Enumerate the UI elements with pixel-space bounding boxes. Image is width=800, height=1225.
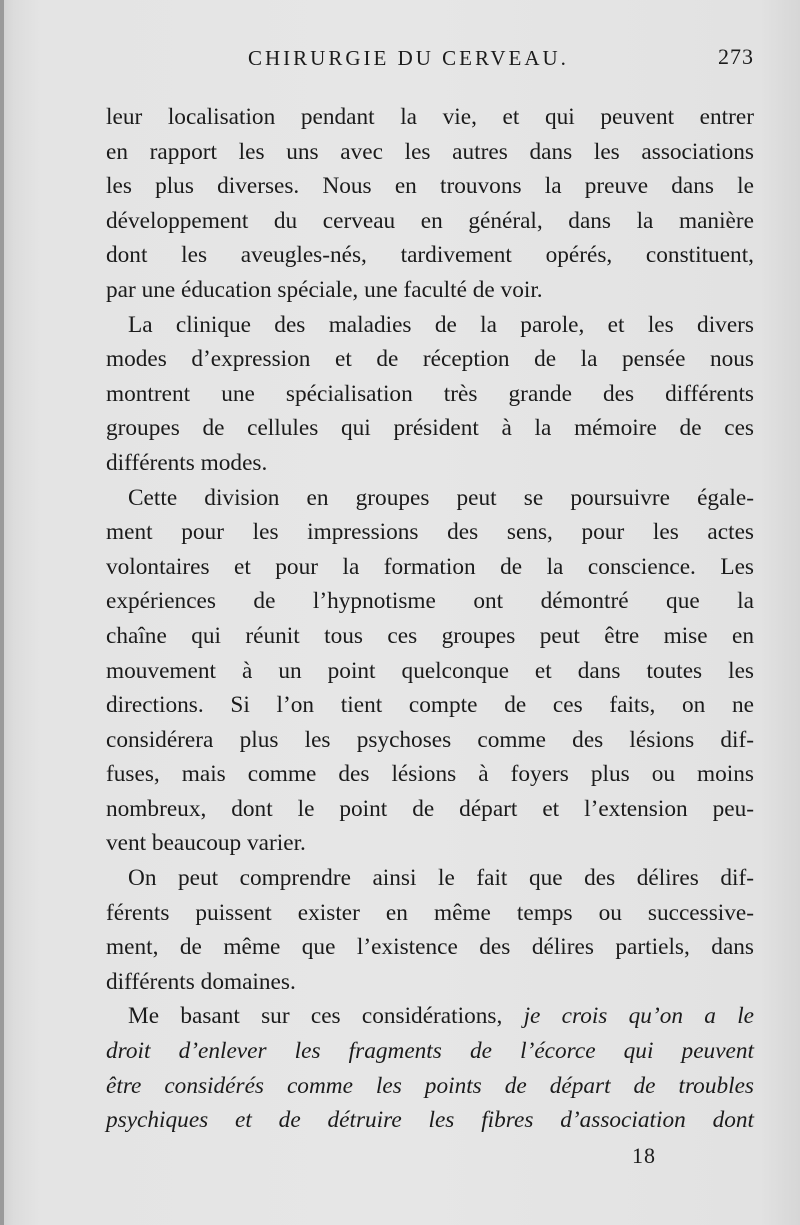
page-header (100, 42, 760, 74)
italic-line: psychiques et de détruire les fibres d’association dont (106, 1107, 754, 1134)
text-line: directions. Si l’on tient compte de ces faits, on ne (106, 692, 754, 719)
signature-mark: 18 (632, 1143, 656, 1168)
text-line: par une éducation spéciale, une faculté de voir. (106, 276, 543, 303)
body-text (106, 100, 754, 1138)
text-line (106, 999, 754, 1034)
text-line: différents domaines. (106, 968, 296, 995)
text-line: ment, de même que l’existence des délires partiels, dans (106, 934, 754, 961)
text-line: considérera plus les psychoses comme des lésions dif- (106, 726, 754, 753)
text-line: les plus diverses. Nous en trouvons la preuve dans le (106, 173, 754, 200)
italic-segment: je crois qu’on a le (523, 1003, 755, 1030)
text-line: La clinique des maladies de la parole, et les divers (128, 311, 754, 338)
text-line: férents puissent exister en même temps ou successive- (106, 899, 754, 926)
running-title: CHIRURGIE DU CERVEAU. (248, 46, 569, 70)
text-line: leur localisation pendant la vie, et qui peuvent entrer (106, 104, 754, 130)
text-line: fuses, mais comme des lésions à foyers plus ou moins (106, 761, 754, 788)
text-line: dont les aveugles-nés, tardivement opérés, constituent, (106, 242, 754, 269)
italic-line: être considérés comme les points de départ de troubles (106, 1072, 754, 1099)
text-line: montrent une spécialisation très grande des différents (106, 380, 754, 407)
text-line: modes d’expression et de réception de la pensée nous (106, 346, 754, 373)
text-line: ment pour les impressions des sens, pour les actes (106, 519, 754, 546)
text-line: différents modes. (106, 449, 268, 476)
text-line: en rapport les uns avec les autres dans les associations (106, 138, 754, 165)
text-line: vent beaucoup varier. (106, 830, 306, 857)
text-line: nombreux, dont le point de départ et l’extension peu- (106, 795, 754, 822)
text-line: Cette division en groupes peut se poursuivre égale- (128, 484, 754, 511)
text-segment: Me basant sur ces considérations, (128, 1003, 503, 1030)
text-line: mouvement à un point quelconque et dans toutes les (106, 657, 754, 684)
text-line: développement du cerveau en général, dans la manière (106, 207, 754, 234)
text-line: expériences de l’hypnotisme ont démontré que la (106, 588, 754, 615)
page-number: 273 (718, 44, 754, 69)
page-edge (0, 0, 4, 1225)
italic-line: droit d’enlever les fragments de l’écorce qui peuvent (106, 1038, 754, 1065)
text-line: On peut comprendre ainsi le fait que des délires dif- (128, 865, 754, 892)
text-line: chaîne qui réunit tous ces groupes peut être mise en (106, 622, 754, 649)
text-line: groupes de cellules qui président à la mémoire de ces (106, 415, 754, 442)
text-line: volontaires et pour la formation de la conscience. Les (106, 553, 754, 580)
